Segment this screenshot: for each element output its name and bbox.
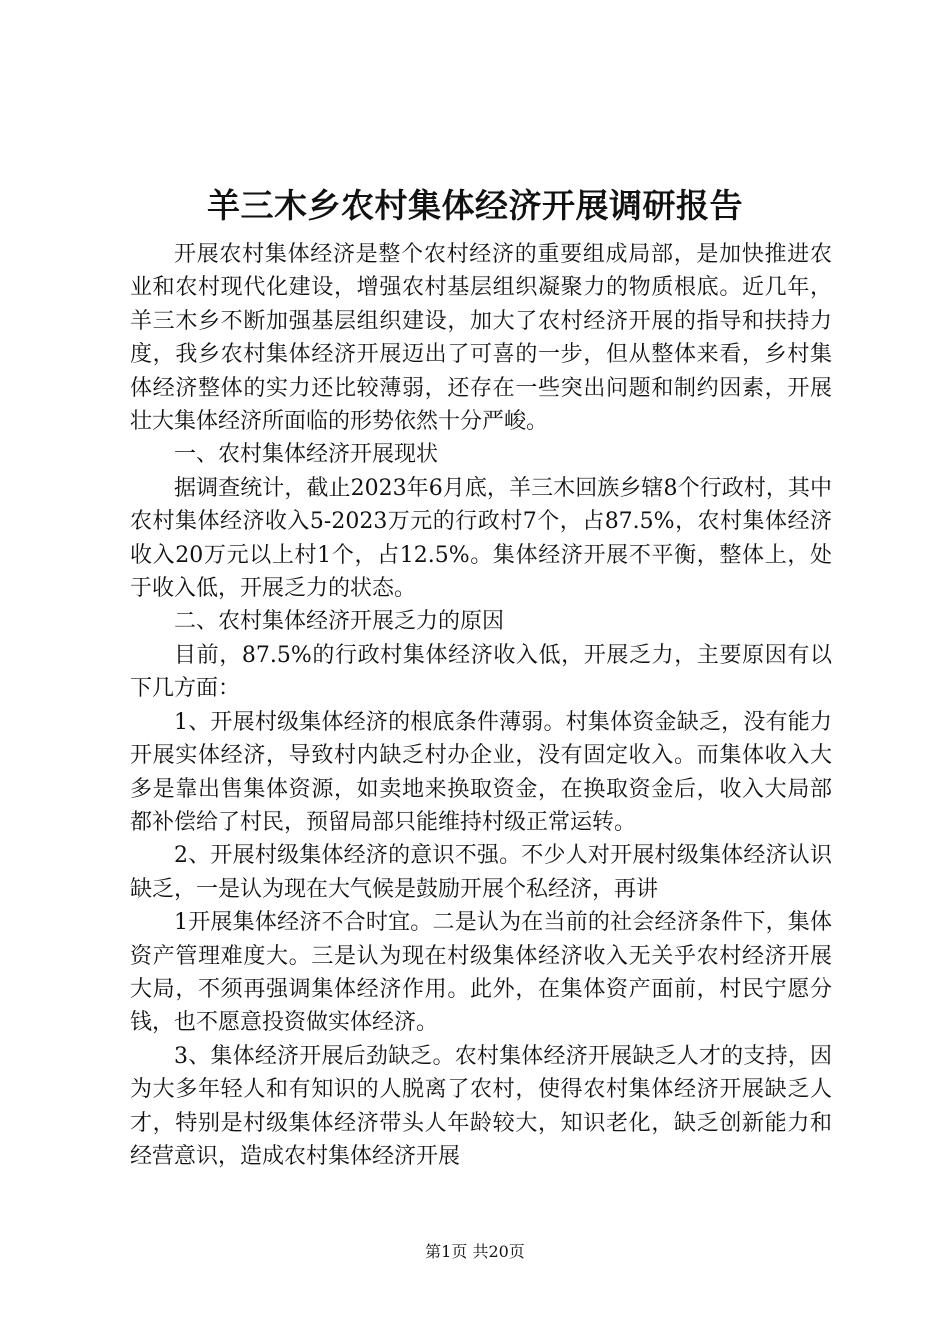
paragraph-reason-1: 1、开展村级集体经济的根底条件薄弱。村集体资金缺乏，没有能力开展实体经济，导致村内缺乏村办企业，没有固定收入。而集体收入大多是靠出售集体资源，如卖地来换取资金，在换取资金后，收入大局部都补偿给了村民，预留局部只能维持村级正常运转。	[130, 709, 832, 835]
paragraph-status: 据调查统计，截止2023年6月底，羊三木回族乡辖8个行政村，其中农村集体经济收入5-2023万元的行政村7个，占87.5%，农村集体经济收入20万元以上村1个，占12.5%。集体经济开展不平衡，整体上，处于收入低，开展乏力的状态。	[130, 475, 832, 602]
paragraph-reasons-intro: 目前，87.5%的行政村集体经济收入低，开展乏力，主要原因有以下几方面：	[130, 642, 832, 702]
page-title: 羊三木乡农村集体经济开展调研报告	[207, 186, 743, 225]
paragraph-intro: 开展农村集体经济是整个农村经济的重要组成局部，是加快推进农业和农村现代化建设，增强农村基层组织凝聚力的物质根底。近几年，羊三木乡不断加强基层组织建设，加大了农村经济开展的指导和扶持力度，我乡农村集体经济开展迈出了可喜的一步，但从整体来看，乡村集体经济整体的实力还比较薄弱，还存在一些突出问题和制约因素，开展壮大集体经济所面临的形势依然十分严峻。	[130, 242, 832, 435]
paragraph-reason-2-cont: 1开展集体经济不合时宜。二是认为在当前的社会经济条件下，集体资产管理难度大。三是认为现在村级集体经济收入无关乎农村经济开展大局，不须再强调集体经济作用。此外，在集体资产面前，村民宁愿分钱，也不愿意投资做实体经济。	[130, 910, 832, 1036]
document-body	[130, 238, 832, 1173]
paragraph-reason-2: 2、开展村级集体经济的意识不强。不少人对开展村级集体经济认识缺乏，一是认为现在大气候是鼓励开展个私经济，再讲	[130, 843, 832, 902]
section-heading-2: 二、农村集体经济开展乏力的原因	[174, 609, 505, 635]
page-footer: 第1页 共20页	[425, 1242, 525, 1261]
paragraph-reason-3: 3、集体经济开展后劲缺乏。农村集体经济开展缺乏人才的支持，因为大多年轻人和有知识的人脱离了农村，使得农村集体经济开展缺乏人才，特别是村级集体经济带头人年龄较大，知识老化，缺乏创新能力和经营意识，造成农村集体经济开展	[130, 1043, 832, 1169]
section-heading-1: 一、农村集体经济开展现状	[174, 442, 439, 468]
